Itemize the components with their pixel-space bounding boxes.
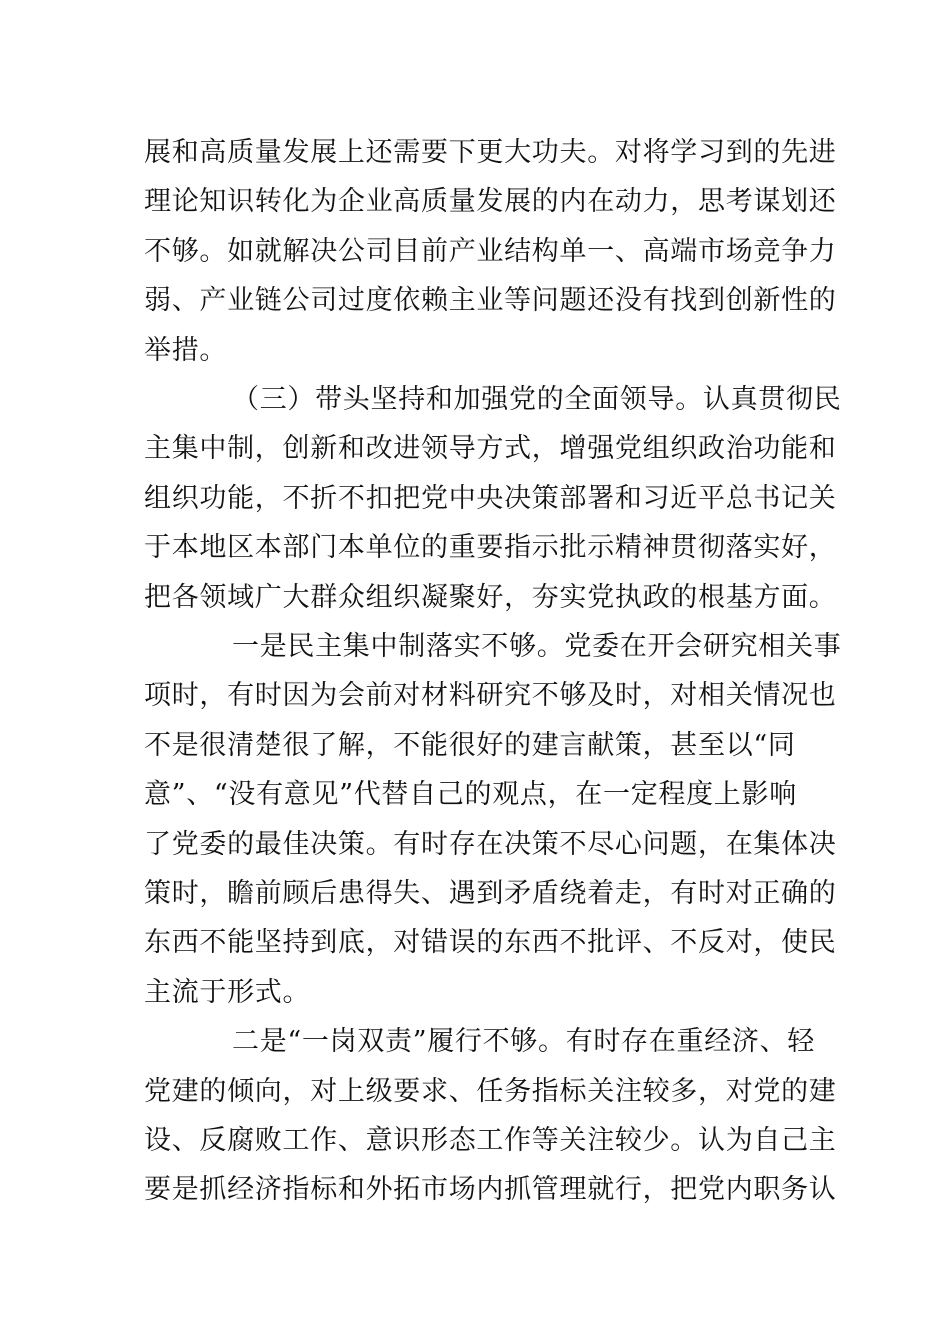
paragraph-3-line-7: 东西不能坚持到底，对错误的东西不批评、不反对，使民 (144, 927, 837, 958)
paragraph-1-line-2: 理论知识转化为企业高质量发展的内在动力，思考谋划还 (144, 186, 837, 217)
paragraph-4-line-1: 二是“一岗双责”履行不够。有时存在重经济、轻 (232, 1026, 816, 1057)
paragraph-2-line-5: 把各领域广大群众组织凝聚好，夯实党执政的根基方面。 (144, 582, 837, 613)
paragraph-3-line-8: 主流于形式。 (144, 977, 311, 1008)
paragraph-2-line-3: 组织功能，不折不扣把党中央决策部署和习近平总书记关 (144, 483, 837, 514)
paragraph-3-line-3: 不是很清楚很了解，不能很好的建言献策，甚至以“同 (144, 730, 796, 761)
paragraph-3-line-6: 策时，瞻前顾后患得失、遇到矛盾绕着走，有时对正确的 (144, 878, 837, 909)
paragraph-4-line-2: 党建的倾向，对上级要求、任务指标关注较多，对党的建 (144, 1076, 837, 1107)
paragraph-2-line-1: （三）带头坚持和加强党的全面领导。认真贯彻民 (232, 384, 842, 415)
paragraph-3-line-4: 意”、“没有意见”代替自己的观点，在一定程度上影响 (144, 779, 797, 810)
paragraph-2-line-2: 主集中制，创新和改进领导方式，增强党组织政治功能和 (144, 433, 837, 464)
paragraph-3-line-1: 一是民主集中制落实不够。党委在开会研究相关事 (232, 631, 842, 662)
paragraph-2-line-4: 于本地区本部门本单位的重要指示批示精神贯彻落实好， (144, 532, 837, 563)
paragraph-1-line-3: 不够。如就解决公司目前产业结构单一、高端市场竞争力 (144, 236, 837, 267)
paragraph-4-line-3: 设、反腐败工作、意识形态工作等关注较少。认为自己主 (144, 1125, 837, 1156)
paragraph-1-line-5: 举措。 (144, 335, 228, 366)
paragraph-3-line-2: 项时，有时因为会前对材料研究不够及时，对相关情况也 (144, 680, 837, 711)
paragraph-1-line-4: 弱、产业链公司过度依赖主业等问题还没有找到创新性的 (144, 285, 837, 316)
paragraph-1-line-1: 展和高质量发展上还需要下更大功夫。对将学习到的先进 (144, 137, 837, 168)
paragraph-3-line-5: 了党委的最佳决策。有时存在决策不尽心问题，在集体决 (144, 829, 837, 860)
paragraph-4-line-4: 要是抓经济指标和外拓市场内抓管理就行，把党内职务认 (144, 1174, 837, 1205)
